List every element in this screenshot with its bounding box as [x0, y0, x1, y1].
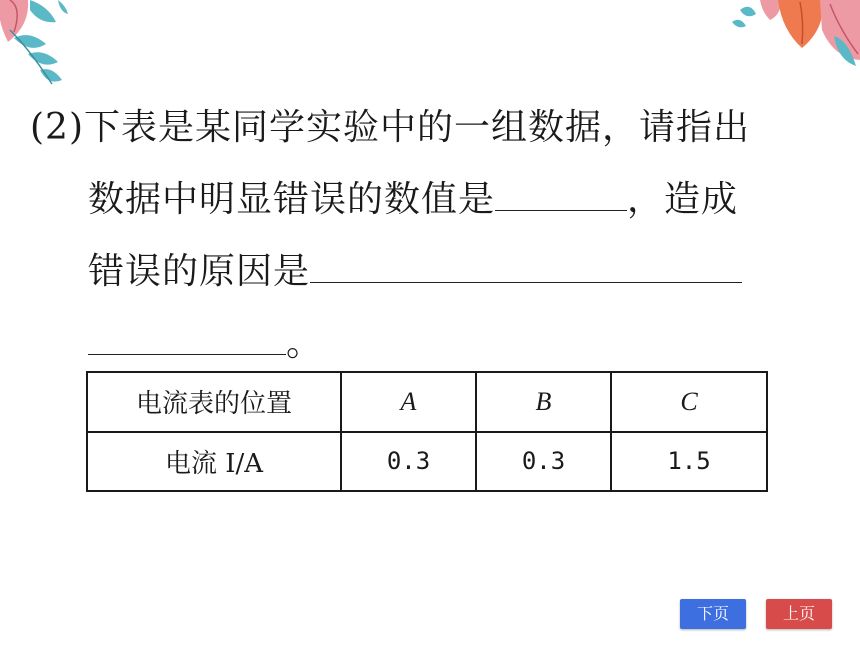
value-c: 1.5 — [611, 432, 767, 492]
answer-blank-reason[interactable] — [310, 236, 742, 283]
next-page-button[interactable]: 下页 — [680, 599, 746, 629]
answer-blank-reason-continued[interactable] — [88, 308, 286, 355]
question-line-4: 。 — [88, 308, 323, 380]
question-number: (2) — [30, 107, 84, 148]
leaf-decoration-left-icon — [0, 0, 85, 90]
row-label-current: 电流 I/A — [87, 432, 341, 492]
prev-page-button[interactable]: 上页 — [766, 599, 832, 629]
question-line-3: 错误的原因是 — [88, 236, 742, 308]
value-b: 0.3 — [476, 432, 611, 492]
header-a: A — [341, 372, 476, 432]
table-row — [87, 432, 767, 492]
header-position: 电流表的位置 — [87, 372, 341, 432]
leaf-decoration-right-icon — [730, 0, 860, 70]
value-a: 0.3 — [341, 432, 476, 492]
question-line-1: (2)下表是某同学实验中的一组数据，请指出 — [30, 107, 751, 148]
answer-blank-value[interactable] — [495, 164, 627, 211]
current-data-table — [86, 371, 768, 492]
header-b: B — [476, 372, 611, 432]
header-c: C — [611, 372, 767, 432]
question-line-2: 数据中明显错误的数值是 ，造成 — [88, 164, 738, 236]
table-header-row — [87, 372, 767, 432]
